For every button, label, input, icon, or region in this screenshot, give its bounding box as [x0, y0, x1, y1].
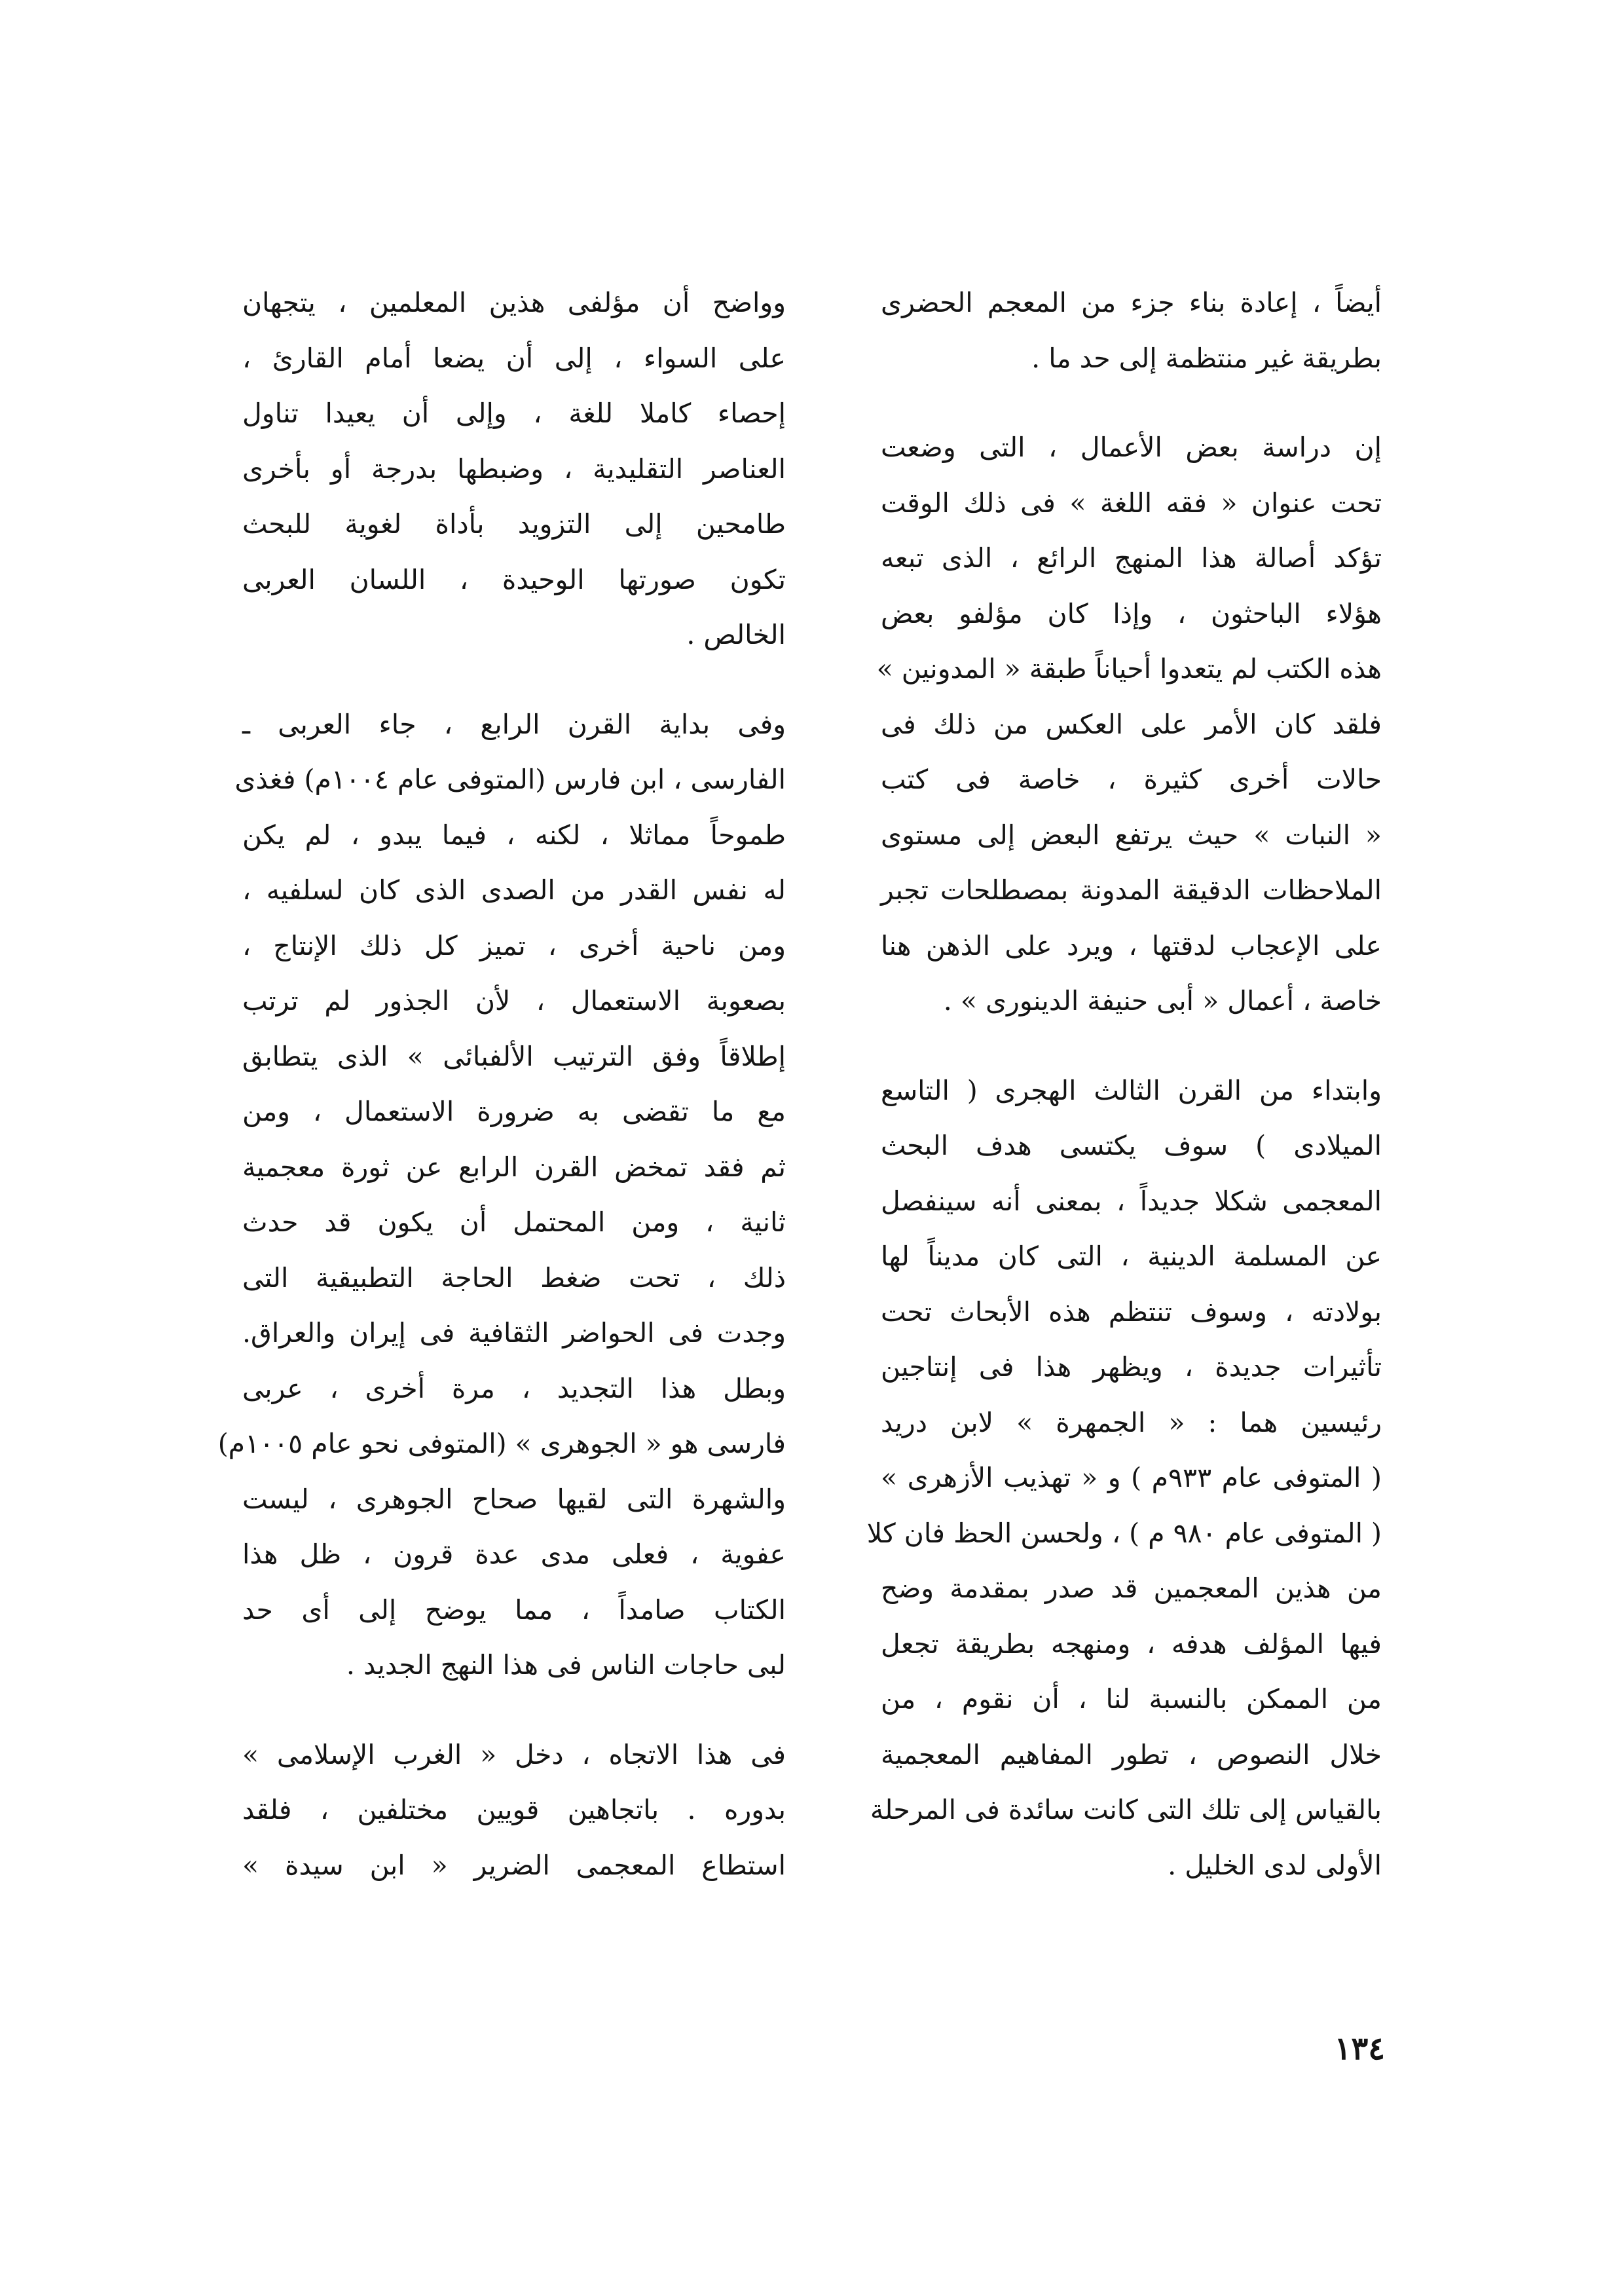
text-line: الأولى لدى الخليل .: [1168, 1849, 1382, 1881]
text-line: الكتاب صامداً ، مما يوضح إلى أى حد: [242, 1594, 786, 1626]
text-line: الملاحظات الدقيقة المدونة بمصطلحات تجبر: [881, 874, 1382, 906]
text-line: وبطل هذا التجديد ، مرة أخرى ، عربى: [242, 1372, 786, 1404]
text-line: هذه الكتب لم يتعدوا أحياناً طبقة « المدونين »: [876, 653, 1382, 684]
text-line: على السواء ، إلى أن يضعا أمام القارئ ،: [242, 342, 786, 374]
text-line: طموحاً مماثلا ، لكنه ، فيما يبدو ، لم يكن: [242, 819, 786, 851]
text-line: ومن ناحية أخرى ، تميز كل ذلك الإنتاج ،: [242, 929, 786, 961]
text-line: فلقد كان الأمر على العكس من ذلك فى: [881, 708, 1382, 740]
text-line: فيها المؤلف هدفه ، ومنهجه بطريقة تجعل: [881, 1628, 1382, 1660]
text-line: وفى بداية القرن الرابع ، جاء العربى ـ: [242, 708, 786, 740]
text-line: بالقياس إلى تلك التى كانت سائدة فى المرحلة: [870, 1794, 1382, 1825]
text-line: تأثيرات جديدة ، ويظهر هذا فى إنتاجين: [881, 1351, 1382, 1383]
text-line: مع ما تقضى به ضرورة الاستعمال ، ومن: [242, 1096, 786, 1127]
text-line: « النبات » حيث يرتفع البعض إلى مستوى: [881, 819, 1382, 851]
text-line: وواضح أن مؤلفى هذين المعلمين ، يتجهان: [242, 287, 786, 318]
text-line: تؤكد أصالة هذا المنهج الرائع ، الذى تبعه: [881, 542, 1382, 574]
text-line: والشهرة التى لقيها صحاح الجوهرى ، ليست: [242, 1483, 786, 1515]
text-line: فارسى هو « الجوهرى » (المتوفى نحو عام ١٠٠٥م): [217, 1428, 786, 1459]
text-line: بطريقة غير منتظمة إلى حد ما .: [1031, 342, 1382, 374]
text-line: تكون صورتها الوحيدة ، اللسان العربى: [242, 563, 786, 595]
text-line: خلال النصوص ، تطور المفاهيم المعجمية: [881, 1738, 1382, 1770]
paragraph: [881, 275, 1382, 386]
text-line: على الإعجاب لدقتها ، ويرد على الذهن هنا: [881, 929, 1382, 961]
text-line: عفوية ، فعلى مدى عدة قرون ، ظل هذا: [242, 1539, 786, 1570]
text-line: هؤلاء الباحثون ، وإذا كان مؤلفو بعض: [881, 597, 1382, 629]
text-line: عن المسلمة الدينية ، التى كان مديناً لها: [881, 1241, 1382, 1272]
text-line: رئيسين هما : « الجمهرة » لابن دريد: [881, 1406, 1382, 1438]
text-line: من الممكن بالنسبة لنا ، أن نقوم ، من: [881, 1683, 1382, 1715]
text-line: إطلاقاً وفق الترتيب الألفبائى » الذى يتطابق: [242, 1040, 786, 1072]
right-text-column: [866, 275, 1382, 1893]
text-line: فى هذا الاتجاه ، دخل « الغرب الإسلامى »: [242, 1738, 786, 1770]
text-line: بولادته ، وسوف تنتظم هذه الأبحاث تحت: [881, 1296, 1382, 1328]
text-line: له نفس القدر من الصدى الذى كان لسلفيه ،: [242, 874, 786, 906]
text-line: الميلادى ) سوف يكتسى هدف البحث: [881, 1130, 1382, 1161]
text-line: وابتداء من القرن الثالث الهجرى ( التاسع: [881, 1074, 1382, 1106]
text-line: ثانية ، ومن المحتمل أن يكون قد حدث: [242, 1206, 786, 1238]
text-line: بصعوبة الاستعمال ، لأن الجذور لم ترتب: [242, 985, 786, 1017]
paragraph: [242, 275, 786, 663]
text-line: إحصاء كاملا للغة ، وإلى أن يعيدا تناول: [242, 398, 786, 429]
text-line: تحت عنوان « فقه اللغة » فى ذلك الوقت: [881, 487, 1382, 519]
page-number: ١٣٤: [1334, 2030, 1385, 2067]
paragraph: [876, 420, 1382, 1029]
text-line: الخالص .: [686, 619, 786, 650]
text-line: بدوره . باتجاهين قويين مختلفين ، فلقد: [242, 1794, 786, 1825]
text-line: أيضاً ، إعادة بناء جزء من المعجم الحضرى: [881, 287, 1382, 318]
text-line: العناصر التقليدية ، وضبطها بدرجة أو بأخرى: [242, 453, 786, 485]
text-line: خاصة ، أعمال « أبى حنيفة الدينورى » .: [943, 985, 1382, 1017]
text-line: ( المتوفى عام ٩٣٣م ) و « تهذيب الأزهرى »: [881, 1462, 1382, 1493]
text-line: إن دراسة بعض الأعمال ، التى وضعت: [881, 432, 1382, 463]
text-line: حالات أخرى كثيرة ، خاصة فى كتب: [881, 764, 1382, 795]
text-line: استطاع المعجمى الضرير « ابن سيدة »: [242, 1849, 786, 1881]
text-line: ( المتوفى عام ٩٨٠ م ) ، ولحسن الحظ فان كلا: [866, 1517, 1382, 1549]
text-line: وجدت فى الحواضر الثقافية فى إيران والعراق.: [242, 1317, 786, 1349]
text-line: المعجمى شكلا جديداً ، بمعنى أنه سينفصل: [881, 1185, 1382, 1217]
text-line: طامحين إلى التزويد بأداة لغوية للبحث: [242, 508, 786, 540]
left-text-column: [217, 275, 786, 1893]
text-line: من هذين المعجمين قد صدر بمقدمة وضح: [881, 1573, 1382, 1604]
paragraph: [217, 697, 786, 1693]
text-line: الفارسى ، ابن فارس (المتوفى عام ١٠٠٤م) فغذى: [234, 764, 786, 795]
text-line: لبى حاجات الناس فى هذا النهج الجديد .: [346, 1649, 786, 1681]
paragraph: [242, 1727, 786, 1894]
text-line: ذلك ، تحت ضغط الحاجة التطبيقية التى: [242, 1261, 786, 1294]
text-line: ثم فقد تمخض القرن الرابع عن ثورة معجمية: [242, 1151, 786, 1183]
paragraph: [866, 1063, 1382, 1894]
